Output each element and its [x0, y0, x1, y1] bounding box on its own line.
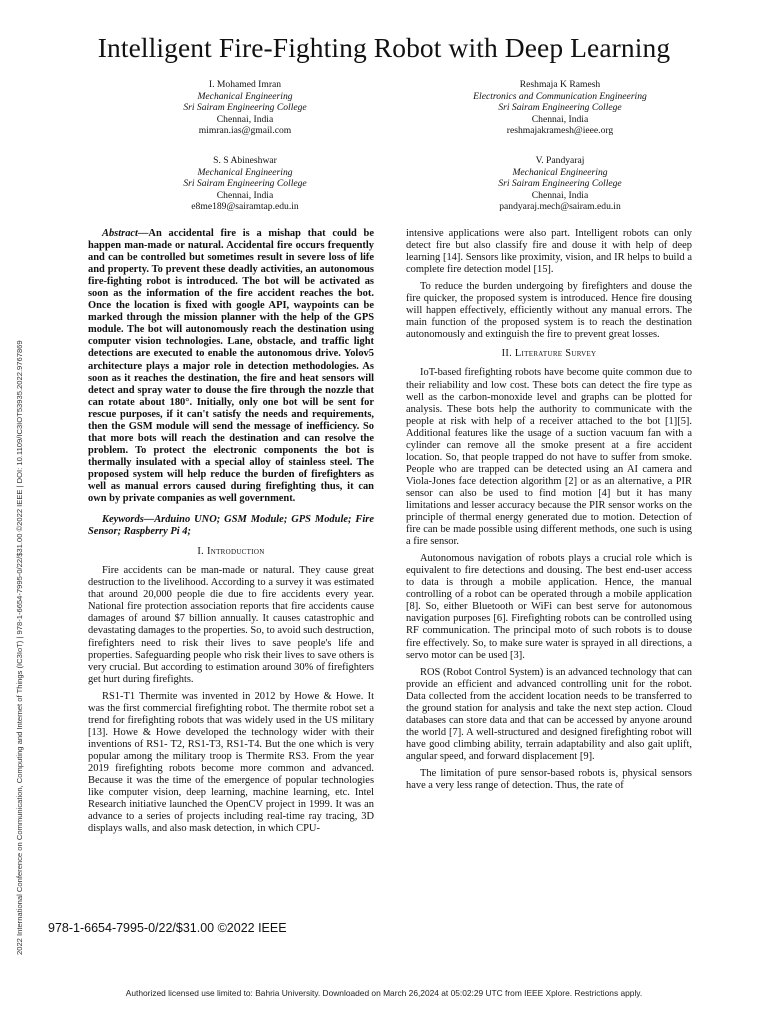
author-dept: Mechanical Engineering — [512, 166, 608, 178]
paragraph: Fire accidents can be man-made or natural. They cause great destruction to the livelihood. According to a survey it was estimated that around 20,000 people die due to fire accidents every year. National fire protection association reports that fire accidents cause damages of around $7 billion annually. It causes catastrophic and devastating damages to the properties. So, to avoid such destruction, firefighters need to risk their lives to save people's life and properties. Safeguarding people who risk their lives to save others is very crucial. But according to estimation around 30% of firefighters get hurt during firefights. — [88, 565, 374, 685]
paragraph: intensive applications were also part. Intelligent robots can only detect fire but also classify fire and douse it with help of deep learning [14]. Sensors like proximity, vision, and IR helps to build a complete fire detection model [15]. — [406, 228, 692, 276]
author-email[interactable]: mimran.ias@gmail.com — [198, 125, 292, 137]
paragraph: RS1-T1 Thermite was invented in 2012 by Howe & Howe. It was the first commercial firefighting robot. The thermite robot set a trend for firefighting robots that was widely used in the US military [13]. Howe & Howe developed the technology wider with their inventions of RS1- T2, RS1-T3, RS1-T4. But the one which is very popular among the military troop is Thermite RS3. From the year 2019 firefighting robots become more common and advanced. Because it was the time of the emergence of popular technologies like computer vision, deep learning, machine learning, etc. Intel Research initiative launched the OpenCV project in 1999. It was an advance to a series of projects including real-time ray tracing, 3D displays walls, and also mask detection, in which CPU- — [88, 690, 374, 835]
author-college: Sri Sairam Engineering College — [183, 178, 307, 190]
keywords: Keywords—Arduino UNO; GSM Module; GPS Module; Fire Sensor; Raspberry Pi 4; — [88, 514, 374, 538]
author-city: Chennai, India — [531, 189, 589, 201]
abstract-text: An accidental fire is a mishap that could be happen man-made or natural. Accidental fire occurs frequently and can be controlled but sometimes result in severe loss of life and property. To prevent these deadly activities, an autonomous fire-fighting robot is introduced. The bot will be activated as soon as the information of the fire accident reaches the bot. Once the location is fixed with google API, waypoints can be marked through the mission planner with the help of the GPS module. The bot will autonomously reach the destination using computer vision technologies. Lane, obstacle, and traffic light detections are executed to enable the autonomous drive. Yolov5 architecture plays a major role in detection methodologies. As soon as it reaches the destination, the fire and heat sensors will detect and spray water to douse the fire through the nozzle that can rotate about 180°. Initially, only one bot will be sent for rescue purposes, if it can't satisfy the needs and requirements, then the GSM module will send the message of inefficiency. So that more bots will reach the destination and can resolve the problem. To protect the electronic components the bot is thermally insulated with a special alloy of stainless steel. The proposed system will help reduce the burden of firefighters as well as manual errors caused during firefighting thus, it can own by private companies as well government. — [88, 228, 374, 505]
paragraph: Autonomous navigation of robots plays a crucial role which is equivalent to fire detections and dousing. The best end-user access to data is through a mobile application. Hence, the manual controlling of a robot can be operated through a mobile application [8]. So, either Bluetooth or WiFi can best serve for autonomous navigation purposes [6]. Firefighting robots can be controlled using RF communication. The principal moto of such robots is to douse fire effectively. So, to make sure water is sprayed in all directions, a servo motor can be used [3]. — [406, 553, 692, 661]
section-heading-literature-survey: II. Literature Survey — [501, 348, 597, 360]
left-column — [88, 228, 374, 835]
author-email[interactable]: pandyaraj.mech@sairam.edu.in — [499, 201, 621, 213]
paragraph: To reduce the burden undergoing by firefighters and douse the fire quicker, the proposed system is introduced. Hence fire dousing will happen effectively, efficiently without any manual errors. The main function of the proposed system is to reach the destination autonomously and extinguish the fire to prevent great losses. — [406, 281, 692, 341]
license-footer: Authorized licensed use limited to: Bahria University. Downloaded on March 26,2024 at 05:02:29 UTC from IEEE Xplore. Restrictions apply. — [125, 988, 643, 998]
author-college: Sri Sairam Engineering College — [183, 102, 307, 114]
author-dept: Electronics and Communication Engineering — [473, 90, 647, 102]
author-block-3 — [115, 155, 375, 213]
author-name: S. S Abineshwar — [213, 155, 277, 166]
author-block-2 — [430, 79, 690, 137]
copyright-notice: 978-1-6654-7995-0/22/$31.00 ©2022 IEEE — [48, 921, 287, 935]
author-college: Sri Sairam Engineering College — [498, 178, 622, 190]
paragraph: IoT-based firefighting robots have become quite common due to their reliability and low cost. These bots can detect the fire type as well as the carbon-monoxide level and graphs can be plotted for analysis. These bots help the authority to communicate with the people at risk with help of a receiver attached to the bot [1][5]. Additional features like the usage of a suction vacuum fan with a cylinder can remove all the smoke present at a fire accident location. So, that people trapped do not have to suffer from smoke. People who are trapped can be detected using an AI camera and Viola-Jones face detection algorithm [2] or as an alternative, a PIR sensor can also be used to find motion [4] but it has many limitations and lesser accuracy because the PIR sensor works on the principle of thermal energy generated due to motion. Detection of fire can be made possible using different methods, one such is using a fire sensor. — [406, 367, 692, 548]
author-dept: Mechanical Engineering — [197, 90, 293, 102]
paragraph: The limitation of pure sensor-based robots is, physical sensors have a very less range of detection. Thus, the rate of — [406, 767, 692, 792]
author-name: Reshmaja K Ramesh — [519, 79, 601, 90]
conference-banner: 2022 International Conference on Communication, Computing and Internet of Things (IC3IoT) | 978-1-6654-7995-0/22/$31.00 ©2022 IEEE | DOI: 10.1109/IC3IOT53935.2022.9767869 — [15, 340, 24, 955]
author-email[interactable]: e8me189@sairamtap.edu.in — [191, 201, 299, 213]
author-block-1 — [115, 79, 375, 137]
section-heading-introduction: I. Introduction — [197, 546, 265, 558]
abstract-lead: Abstract— — [102, 228, 149, 239]
paragraph: ROS (Robot Control System) is an advanced technology that can provide an efficient and advanced controlling unit for the robot. Data collected from the accident location needs to be transferred to the ground station for analysis and take the next step action. Cloud databases can store data and that can be accessed by anyone around the world [7]. A well-structured and designed firefighting robot will have good climbing ability, terrain adaptability and also gait uplift, angular speed, and forward displacement [9]. — [406, 666, 692, 762]
author-college: Sri Sairam Engineering College — [498, 102, 622, 114]
author-city: Chennai, India — [531, 113, 589, 125]
abstract — [88, 228, 374, 505]
paper-title: Intelligent Fire-Fighting Robot with Deep Learning — [97, 32, 671, 63]
author-city: Chennai, India — [216, 189, 274, 201]
author-email[interactable]: reshmajakramesh@ieee.org — [506, 125, 614, 137]
author-dept: Mechanical Engineering — [197, 166, 293, 178]
author-name: I. Mohamed Imran — [208, 79, 282, 90]
right-column — [406, 228, 692, 792]
author-block-4 — [430, 155, 690, 213]
author-city: Chennai, India — [216, 113, 274, 125]
author-name: V. Pandyaraj — [535, 155, 585, 166]
